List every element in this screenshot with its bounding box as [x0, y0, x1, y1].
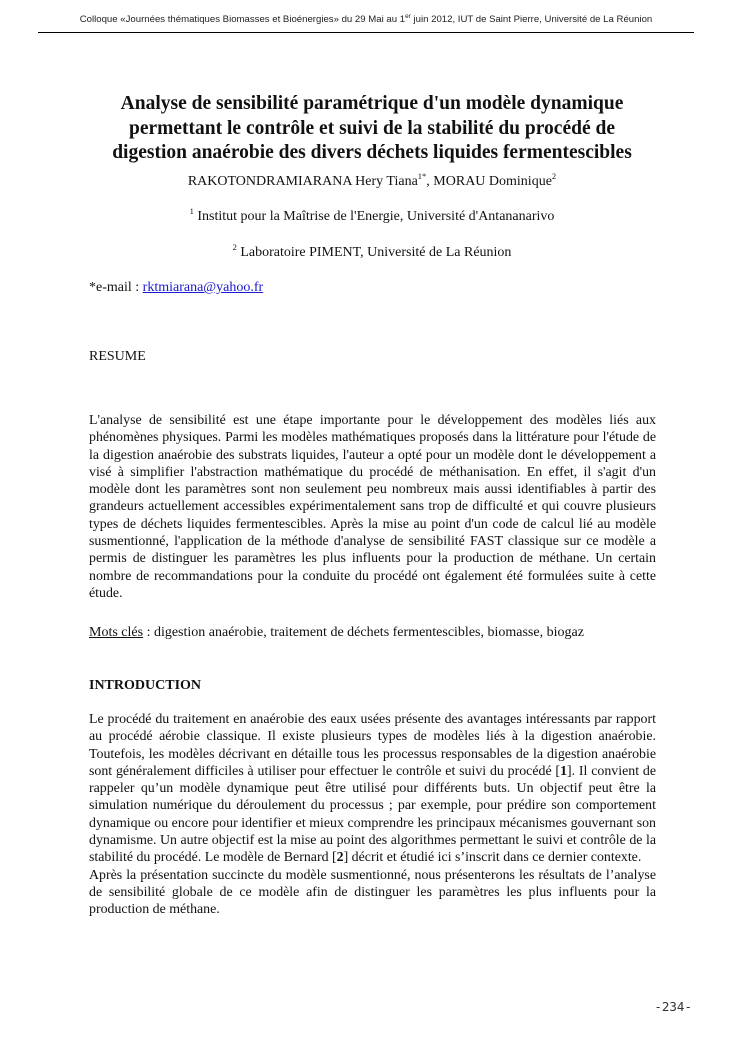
abstract-paragraph: L'analyse de sensibilité est une étape importante pour le développement des modèles liés aux phénomènes physiques. Parmi les modèles mathématiques proposés dans la littérature pour l'étude de la digestion anaérobie des substrats liquides, l'auteur a opté pour un modèle dont le développement a visé à simplifier l'abstraction mathématique du procédé de méthanisation. En effet, il s'agit d'un modèle dont les paramètres sont non seulement peu nombreux mais aussi identifiables à partir des grandeurs actuellement accessibles expérimentalement sans trop de difficulté et qui couvre plusieurs types de déchets liquides fermentescibles. Après la mise au point d'un code de calcul lié au modèle susmentionné, l'application de la méthode d'analyse de sensibilité FAST classique sur ce modèle a permis de distinguer les paramètres les plus influents pour la production de méthane. Un certain nombre de recommandations pour la conduite du procédé ont également été formulées suite à cette étude. — [89, 413, 656, 601]
introduction-body — [89, 711, 656, 919]
affiliation-1-mark: 1 — [189, 206, 194, 216]
header-text-after: juin 2012, IUT de Saint Pierre, Université de La Réunion — [410, 14, 653, 25]
affiliation-1 — [60, 206, 684, 225]
introduction-heading: INTRODUCTION — [89, 678, 202, 693]
contact-email — [89, 280, 263, 296]
page-number: -234- — [654, 999, 692, 1014]
title-line-1: Analyse de sensibilité paramétrique d'un modèle dynamique — [120, 93, 624, 114]
keywords — [89, 625, 584, 641]
email-label: *e-mail : — [89, 280, 143, 295]
author-2: MORAU Dominique — [433, 174, 552, 189]
title-line-2: permettant le contrôle et suivi de la stabilité du procédé de — [129, 117, 615, 139]
keywords-text: : digestion anaérobie, traitement de déchets fermentescibles, biomasse, biogaz — [143, 625, 584, 640]
reference-1: 1 — [560, 763, 568, 779]
author-1: RAKOTONDRAMIARANA Hery Tiana — [187, 174, 418, 189]
introduction-paragraph-1 — [89, 711, 656, 867]
resume-heading: RESUME — [89, 349, 146, 364]
author-separator: , — [426, 174, 434, 189]
header-text-before: Colloque «Journées thématiques Biomasses et Bioénergies» du 29 Mai au 1 — [79, 14, 406, 25]
introduction-paragraph-2: Après la présentation succincte du modèle susmentionné, nous présenterons les résultats de l’analyse de sensibilité globale de ce modèle afin de distinguer les paramètres les plus influents pour la production de méthane. — [89, 867, 656, 918]
running-header — [38, 14, 694, 33]
reference-2: 2 — [336, 850, 344, 866]
intro-text-a: Le procédé du traitement en anaérobie des eaux usées présente des avantages intéressants par rapport au procédé aérobie classique. Il existe plusieurs types de modèles liés à la digestion anaérobie. Toutefois, les modèles décrivant en détaille tous les processus responsables de la digestion anaérobie sont généralement difficiles à utiliser pour effectuer le contrôle et suivi du procédé [ — [89, 712, 656, 779]
title-line-3: digestion anaérobie des divers déchets liquides fermentescibles — [112, 142, 632, 163]
author-2-affiliation-mark: 2 — [551, 171, 557, 181]
keywords-label: Mots clés — [89, 625, 144, 640]
affiliation-2-text: Laboratoire PIMENT, Université de La Réunion — [236, 245, 512, 260]
intro-text-c: ] décrit et étudié ici s’inscrit dans ce dernier contexte. — [343, 850, 642, 866]
author-1-affiliation-mark: 1* — [417, 171, 427, 181]
affiliation-2 — [60, 242, 684, 261]
affiliation-1-text: Institut pour la Maîtrise de l'Energie, Université d'Antananarivo — [193, 209, 555, 224]
header-superscript: er — [405, 13, 411, 20]
affiliation-2-mark: 2 — [232, 242, 237, 252]
intro-text-b: ]. Il convient de rappeler qu’un modèle dynamique peut être utilisé pour différents buts. Un objectif peut être la simulation numérique du déroulement du processus ; par exemple, pour prédire son comportement dynamique ou encore pour identifier et mieux comprendre les principaux mécanismes gouvernant son dynamisme. Un autre objectif est la mise au point des algorithmes permettant le suivi et contrôle de la stabilité du procédé. Le modèle de Bernard [ — [89, 763, 656, 866]
email-link[interactable]: rktmiarana@yahoo.fr — [142, 280, 264, 295]
author-list — [60, 171, 684, 190]
paper-title — [88, 92, 656, 166]
